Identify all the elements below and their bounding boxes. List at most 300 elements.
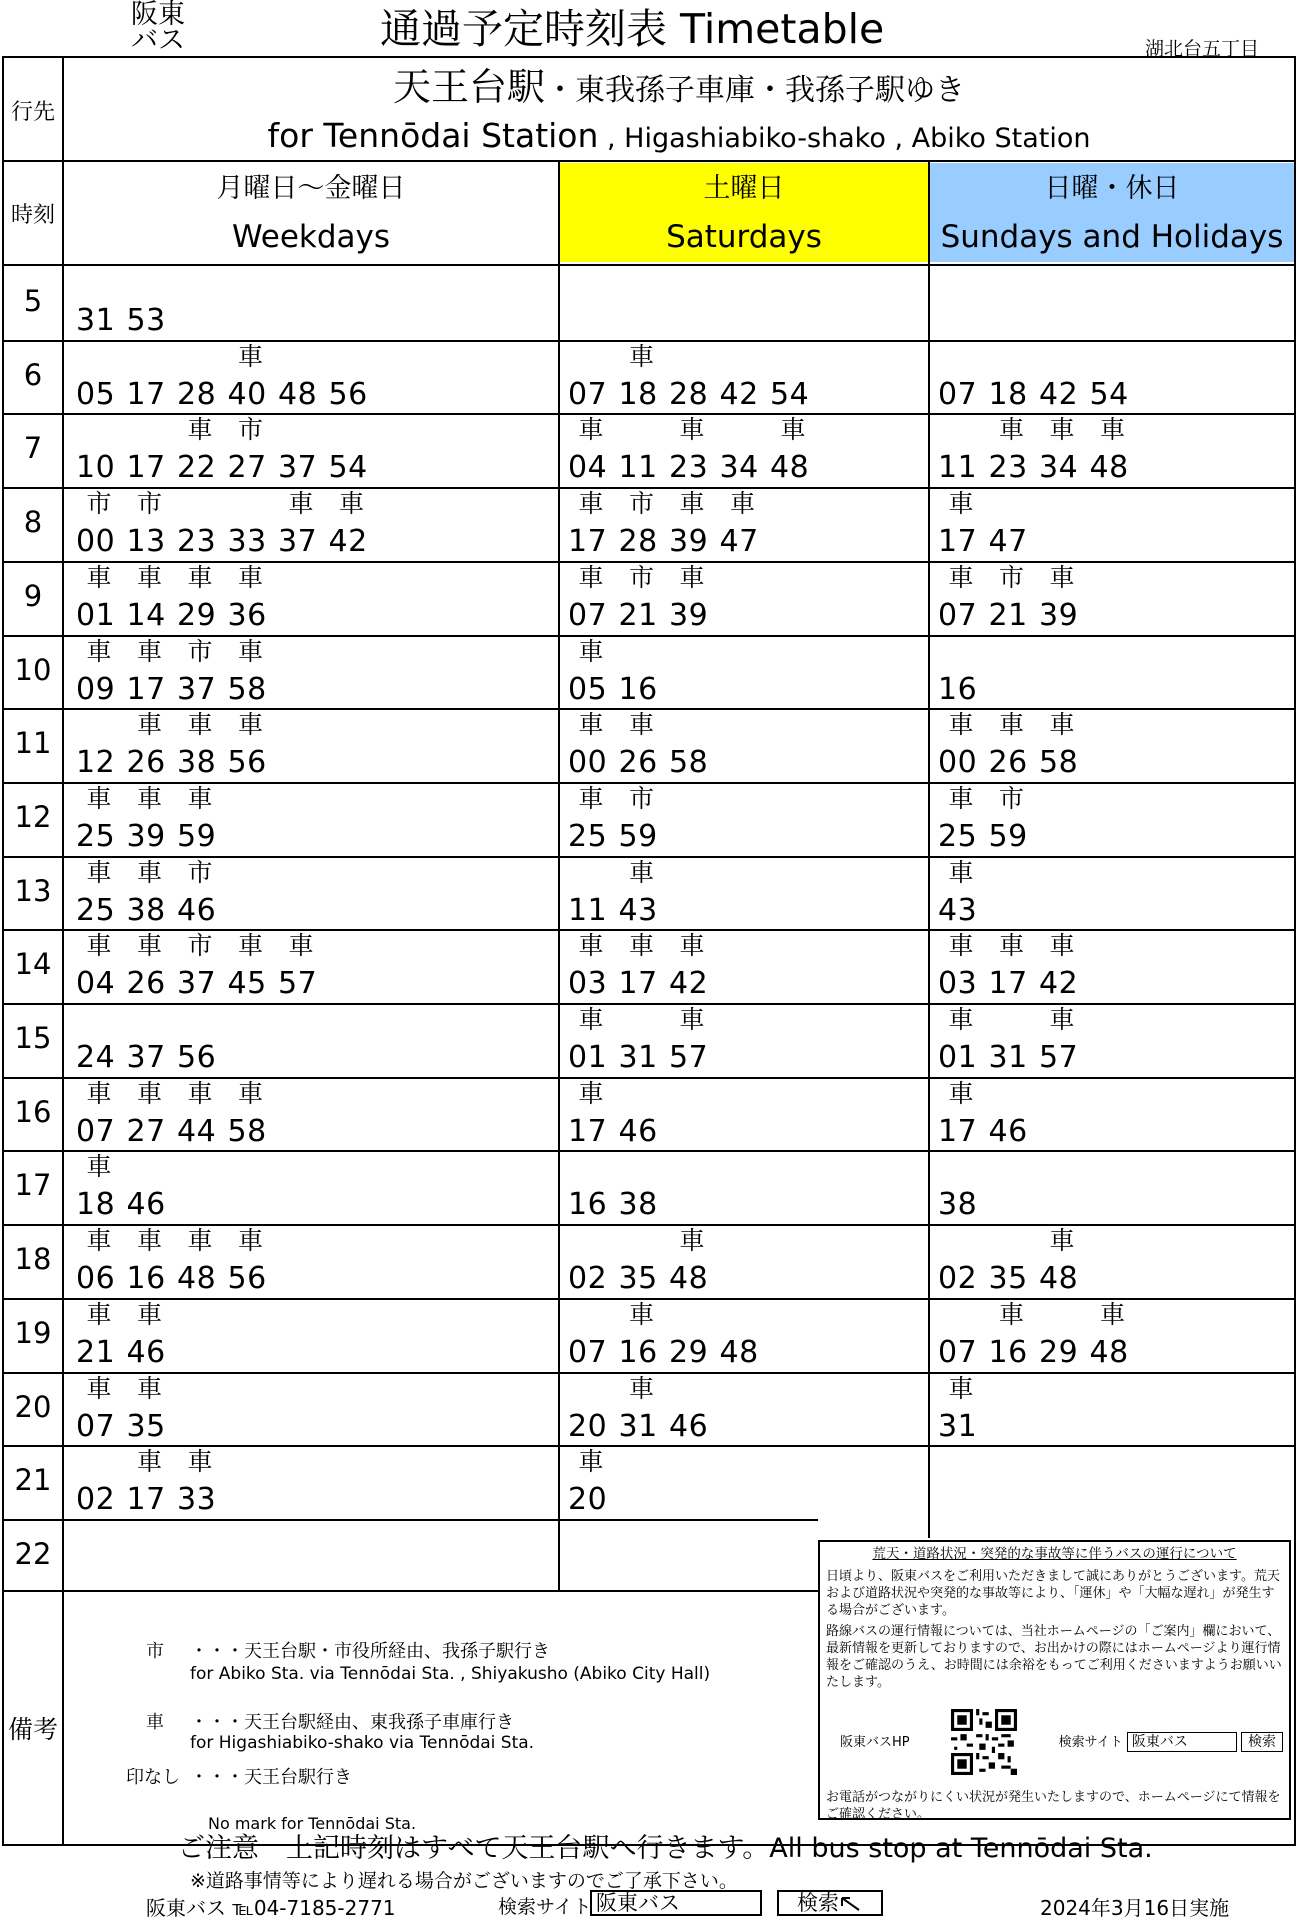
notice-paragraph-1: 日頃より、阪東バスをご利用いただきまして誠にありがとうございます。荒天および道路状況や突発的な事故等により、「運休」や「大幅な遅れ」が発生する場合がございます。 [826, 1569, 1280, 1618]
holidays-cell [930, 1003, 1294, 1075]
departure-minute: 39 [126, 818, 166, 854]
route-mark: 市 [187, 931, 213, 961]
departure-minute: 14 [126, 597, 166, 633]
departure-minute: 03 [568, 966, 608, 1002]
hour-cell: 13 [14, 873, 52, 908]
route-mark: 車 [679, 489, 705, 519]
route-mark: 市 [628, 562, 654, 592]
route-mark: 車 [237, 1226, 263, 1256]
legend-sha-mark: 車 [146, 1712, 164, 1733]
route-mark: 車 [86, 1152, 112, 1182]
footer-delay-note: ※道路事情等により遅れる場合がございますのでご了承下さい。 [190, 1870, 738, 1892]
company-logo [122, 2, 194, 54]
departure-minute: 02 [568, 1261, 608, 1297]
saturdays-cell [560, 340, 928, 412]
departure-minute: 00 [938, 745, 978, 781]
departure-minute: 38 [618, 1187, 658, 1223]
departure-minute: 21 [988, 597, 1028, 633]
departure-minute: 17 [126, 671, 166, 707]
destination-jp-main: 天王台駅 [392, 65, 545, 109]
route-mark: 車 [237, 931, 263, 961]
route-mark: 車 [136, 1447, 162, 1477]
weekdays-cell [64, 1224, 558, 1296]
departure-minute: 39 [669, 524, 709, 560]
departure-minute: 38 [938, 1187, 978, 1223]
route-mark: 車 [136, 1299, 162, 1329]
column-header-weekdays-en: Weekdays [231, 219, 391, 255]
departure-minute: 24 [76, 1040, 116, 1075]
saturdays-cell [560, 487, 928, 559]
departure-minute: 39 [1039, 597, 1079, 633]
holidays-cell [930, 635, 1294, 707]
hour-cell: 18 [14, 1242, 52, 1277]
departure-minute: 48 [278, 376, 318, 412]
route-mark: 車 [679, 415, 705, 445]
departure-minute: 43 [938, 892, 978, 928]
weekdays-cell [64, 1150, 558, 1222]
departure-minute: 57 [669, 1040, 709, 1075]
legend-shi-en: for Abiko Sta. via Tennōdai Sta. , Shiyakusho (Abiko City Hall) [190, 1664, 711, 1684]
departure-minute: 20 [568, 1408, 608, 1444]
hour-cell: 14 [14, 947, 52, 982]
route-mark: 車 [86, 1226, 112, 1256]
route-mark: 車 [578, 489, 604, 519]
route-mark: 市 [187, 857, 213, 887]
destination-jp-rest: ・東我孫子車庫・我孫子駅ゆき [545, 73, 965, 108]
departure-minute: 25 [76, 892, 116, 928]
holidays-cell [930, 856, 1294, 928]
weekdays-cell [64, 561, 558, 633]
route-mark: 車 [187, 415, 213, 445]
departure-minute: 04 [568, 450, 608, 486]
holidays-cell [930, 929, 1294, 1001]
departure-minute: 37 [278, 450, 318, 486]
departure-minute: 46 [988, 1113, 1028, 1149]
hour-cell: 16 [14, 1094, 52, 1129]
weekdays-cell [64, 1298, 558, 1370]
departure-minute: 20 [568, 1482, 608, 1518]
departure-minute: 27 [227, 450, 267, 486]
departure-minute: 35 [618, 1261, 658, 1297]
weekdays-cell [64, 782, 558, 854]
saturdays-cell [560, 856, 928, 928]
holidays-cell [930, 1224, 1294, 1296]
departure-minute: 07 [938, 376, 978, 412]
service-notice-box [818, 1540, 1291, 1820]
departure-minute: 46 [177, 892, 217, 928]
departure-minute: 17 [126, 376, 166, 412]
departure-minute: 58 [1039, 745, 1079, 781]
legend-sha-en: for Higashiabiko-shako via Tennōdai Sta. [190, 1733, 535, 1753]
route-mark: 車 [578, 1005, 604, 1034]
hour-cell: 19 [14, 1315, 52, 1350]
departure-minute: 07 [938, 1334, 978, 1370]
departure-minute: 29 [1039, 1334, 1079, 1370]
departure-minute: 43 [618, 892, 658, 928]
weekdays-cell [64, 487, 558, 559]
departure-minute: 18 [618, 376, 658, 412]
route-mark: 車 [1049, 415, 1075, 445]
route-mark: 車 [136, 857, 162, 887]
departure-minute: 34 [1039, 450, 1079, 486]
departure-minute: 48 [669, 1261, 709, 1297]
route-mark: 市 [628, 783, 654, 813]
departure-minute: 44 [177, 1113, 217, 1149]
route-mark: 車 [628, 1299, 654, 1329]
departure-minute: 31 [618, 1408, 658, 1444]
departure-minute: 46 [126, 1187, 166, 1223]
column-header-weekdays-jp: 月曜日～金曜日 [216, 173, 406, 204]
hour-cell: 7 [23, 431, 43, 466]
departure-minute: 33 [177, 1482, 217, 1518]
departure-minute: 26 [988, 745, 1028, 781]
departure-minute: 56 [227, 1261, 267, 1297]
logo-line-1: 阪東 [131, 0, 185, 30]
route-mark: 車 [237, 636, 263, 666]
route-mark: 車 [998, 931, 1024, 961]
footer-search-button[interactable] [777, 1890, 883, 1916]
page-title: 通過予定時刻表 Timetable [380, 5, 885, 53]
hour-cell: 9 [23, 578, 43, 613]
departure-minute: 58 [227, 671, 267, 707]
column-header-holidays-en: Sundays and Holidays [940, 219, 1284, 255]
route-mark: 車 [136, 783, 162, 813]
departure-minute: 17 [568, 524, 608, 560]
departure-minute: 34 [719, 450, 759, 486]
departure-minute: 31 [938, 1408, 978, 1444]
departure-minute: 23 [177, 524, 217, 560]
holidays-cell [930, 266, 1294, 338]
departure-minute: 07 [76, 1113, 116, 1149]
hour-cell: 17 [14, 1168, 52, 1203]
holidays-cell [930, 413, 1294, 485]
departure-minute: 29 [669, 1334, 709, 1370]
departure-minute: 47 [988, 524, 1028, 560]
route-mark: 車 [187, 783, 213, 813]
destination-en-rest: , Higashiabiko-shako , Abiko Station [598, 123, 1091, 154]
route-mark: 車 [1049, 1005, 1075, 1034]
holidays-cell [930, 1150, 1294, 1222]
departure-minute: 09 [76, 671, 116, 707]
saturdays-cell [560, 1372, 928, 1444]
weekdays-cell [64, 1003, 558, 1075]
departure-minute: 02 [76, 1482, 116, 1518]
route-mark: 車 [948, 1005, 974, 1034]
holidays-cell [930, 340, 1294, 412]
route-mark: 車 [578, 783, 604, 813]
departure-minute: 35 [988, 1261, 1028, 1297]
route-mark: 車 [86, 1373, 112, 1403]
departure-minute: 46 [126, 1334, 166, 1370]
route-mark: 市 [998, 562, 1024, 592]
saturdays-cell [560, 1298, 928, 1370]
departure-minute: 57 [278, 966, 318, 1002]
weekdays-cell [64, 413, 558, 485]
departure-minute: 07 [938, 597, 978, 633]
route-mark: 車 [1099, 1299, 1125, 1329]
departure-minute: 26 [126, 745, 166, 781]
column-header-holidays [930, 163, 1294, 262]
route-mark: 車 [578, 1447, 604, 1477]
departure-minute: 46 [669, 1408, 709, 1444]
departure-minute: 59 [988, 818, 1028, 854]
hour-cell: 10 [14, 652, 52, 687]
weekdays-cell [64, 1372, 558, 1444]
departure-minute: 18 [988, 376, 1028, 412]
destination-en-main: for Tennōdai Station [267, 116, 599, 155]
departure-minute: 48 [1089, 450, 1129, 486]
route-mark: 車 [628, 931, 654, 961]
departure-minute: 03 [938, 966, 978, 1002]
saturdays-cell [560, 1077, 928, 1149]
departure-minute: 42 [1039, 376, 1079, 412]
route-mark: 車 [86, 636, 112, 666]
saturdays-cell [560, 1150, 928, 1222]
departure-minute: 25 [76, 818, 116, 854]
legend-shi-jp: ・・・天王台駅・市役所経由、我孫子駅行き [190, 1641, 550, 1662]
saturdays-cell [560, 561, 928, 633]
departure-minute: 42 [1039, 966, 1079, 1002]
departure-minute: 57 [1039, 1040, 1079, 1075]
departure-minute: 18 [76, 1187, 116, 1223]
route-mark: 市 [187, 636, 213, 666]
departure-minute: 01 [568, 1040, 608, 1075]
departure-minute: 58 [227, 1113, 267, 1149]
departure-minute: 56 [227, 745, 267, 781]
hour-cell: 22 [14, 1536, 52, 1571]
saturdays-cell [560, 1003, 928, 1075]
weekdays-cell [64, 708, 558, 780]
departure-minute: 23 [988, 450, 1028, 486]
route-mark: 車 [628, 341, 654, 371]
notice-search-button[interactable]: 検索 [1241, 1732, 1283, 1752]
hp-label: 阪東バスHP [840, 1734, 910, 1750]
route-mark: 車 [578, 931, 604, 961]
route-mark: 車 [1099, 415, 1125, 445]
notice-links-row [826, 1709, 1283, 1775]
route-mark: 車 [86, 857, 112, 887]
column-header-saturdays-jp: 土曜日 [703, 173, 785, 204]
legend-shi-mark: 市 [146, 1641, 164, 1662]
departure-minute: 31 [618, 1040, 658, 1075]
hour-cell: 5 [23, 284, 43, 318]
departure-minute: 17 [126, 450, 166, 486]
departure-minute: 16 [618, 1334, 658, 1370]
departure-minute: 56 [177, 1040, 217, 1075]
saturdays-cell [560, 266, 928, 338]
destination-en [66, 114, 1292, 161]
route-mark: 車 [86, 1078, 112, 1108]
notes-label: 備考 [7, 1715, 58, 1744]
departure-minute: 17 [938, 1113, 978, 1149]
route-mark: 車 [998, 415, 1024, 445]
departure-minute: 27 [126, 1113, 166, 1149]
route-mark: 車 [948, 783, 974, 813]
departure-minute: 00 [76, 524, 116, 560]
departure-minute: 45 [227, 966, 267, 1002]
departure-minute: 12 [76, 745, 116, 781]
route-mark: 車 [679, 931, 705, 961]
logo-line-2: バス [131, 25, 185, 56]
departure-minute: 04 [76, 966, 116, 1002]
departure-minute: 05 [568, 671, 608, 707]
route-mark: 車 [136, 636, 162, 666]
holidays-cell [930, 782, 1294, 854]
departure-minute: 07 [568, 376, 608, 412]
route-mark: 車 [86, 562, 112, 592]
departure-minute: 38 [177, 745, 217, 781]
departure-minute: 37 [177, 966, 217, 1002]
route-mark: 車 [578, 415, 604, 445]
departure-minute: 42 [669, 966, 709, 1002]
departure-minute: 21 [76, 1334, 116, 1370]
weekdays-cell [64, 266, 558, 338]
departure-minute: 26 [126, 966, 166, 1002]
saturdays-cell [560, 782, 928, 854]
destination-jp [66, 63, 1292, 115]
departure-minute: 28 [618, 524, 658, 560]
holidays-cell [930, 561, 1294, 633]
route-mark: 車 [948, 931, 974, 961]
departure-minute: 23 [669, 450, 709, 486]
departure-minute: 01 [938, 1040, 978, 1075]
departure-minute: 59 [618, 818, 658, 854]
weekdays-cell [64, 1445, 558, 1517]
legend-none-mark: 印なし [126, 1767, 180, 1788]
notice-title: 荒天・道路状況・突発的な事故等に伴うバスの運行について [872, 1546, 1237, 1562]
route-mark: 車 [86, 783, 112, 813]
weekdays-cell [64, 1519, 558, 1591]
departure-minute: 17 [126, 1482, 166, 1518]
weekdays-cell [64, 635, 558, 707]
route-mark: 車 [948, 1373, 974, 1403]
route-mark: 車 [187, 710, 213, 740]
route-mark: 車 [948, 1078, 974, 1108]
saturdays-cell [560, 1224, 928, 1296]
departure-minute: 16 [988, 1334, 1028, 1370]
departure-minute: 22 [177, 450, 217, 486]
departure-minute: 17 [618, 966, 658, 1002]
route-mark: 車 [86, 931, 112, 961]
route-mark: 車 [136, 931, 162, 961]
departure-minute: 54 [770, 376, 810, 412]
departure-minute: 26 [618, 745, 658, 781]
holidays-cell [930, 1445, 1294, 1517]
weekdays-cell [64, 929, 558, 1001]
hour-cell: 12 [14, 799, 52, 834]
hour-cell: 8 [23, 505, 43, 540]
column-header-saturdays-en: Saturdays [666, 219, 822, 255]
weekdays-cell [64, 856, 558, 928]
column-header-weekdays [64, 163, 558, 262]
route-mark: 車 [237, 341, 263, 371]
departure-minute: 38 [126, 892, 166, 928]
departure-minute: 07 [568, 1334, 608, 1370]
route-mark: 車 [288, 489, 314, 519]
route-mark: 車 [578, 562, 604, 592]
departure-minute: 56 [328, 376, 368, 412]
notice-search-label: 検索サイト [1058, 1735, 1123, 1750]
stop-name: 湖北台五丁目 [1145, 38, 1260, 60]
route-mark: 車 [237, 710, 263, 740]
weekdays-cell [64, 340, 558, 412]
route-mark: 車 [136, 1226, 162, 1256]
route-mark: 車 [136, 562, 162, 592]
notice-search-box[interactable]: 阪東バス [1127, 1732, 1237, 1752]
column-header-holidays-jp: 日曜・休日 [1044, 173, 1180, 204]
departure-minute: 29 [177, 597, 217, 633]
saturdays-cell [560, 708, 928, 780]
route-mark: 車 [679, 1005, 705, 1034]
route-mark: 車 [998, 1299, 1024, 1329]
holidays-cell [930, 487, 1294, 559]
departure-minute: 17 [568, 1113, 608, 1149]
departure-minute: 37 [278, 524, 318, 560]
departure-minute: 11 [618, 450, 658, 486]
departure-minute: 10 [76, 450, 116, 486]
departure-minute: 01 [76, 597, 116, 633]
holidays-cell [930, 1372, 1294, 1444]
departure-minute: 54 [328, 450, 368, 486]
hour-cell: 6 [23, 357, 43, 392]
weekdays-cell [64, 1077, 558, 1149]
departure-minute: 35 [126, 1408, 166, 1444]
route-mark: 車 [187, 1226, 213, 1256]
route-mark: 車 [578, 710, 604, 740]
departure-minute: 16 [618, 671, 658, 707]
departure-minute: 40 [227, 376, 267, 412]
departure-minute: 16 [938, 671, 978, 707]
departure-minute: 16 [568, 1187, 608, 1223]
departure-minute: 21 [618, 597, 658, 633]
cursor-arrow-icon [839, 1895, 863, 1913]
footer-caution: ご注意 上記時刻はすべて天王台駅へ行きます。All bus stop at Tennōdai Sta. [178, 1833, 1153, 1864]
departure-minute: 46 [618, 1113, 658, 1149]
departure-minute: 37 [177, 671, 217, 707]
departure-minute: 13 [126, 524, 166, 560]
departure-minute: 11 [938, 450, 978, 486]
route-mark: 市 [998, 783, 1024, 813]
departure-minute: 17 [938, 524, 978, 560]
notice-paragraph-3: お電話がつながりにくい状況が発生いたしますので、ホームページにて情報をご確認ください。 [826, 1790, 1281, 1822]
departure-minute: 17 [988, 966, 1028, 1002]
route-mark: 車 [1049, 931, 1075, 961]
hour-cell: 15 [14, 1021, 52, 1055]
route-mark: 車 [237, 562, 263, 592]
footer-search-box[interactable]: 阪東バス [590, 1890, 762, 1916]
route-mark: 車 [136, 710, 162, 740]
departure-minute: 59 [177, 818, 217, 854]
route-mark: 車 [948, 489, 974, 519]
legend-none-jp: ・・・天王台駅行き [190, 1767, 352, 1788]
route-mark: 車 [578, 1078, 604, 1108]
legend-none-en: No mark for Tennōdai Sta. [208, 1814, 417, 1833]
hour-label: 時刻 [10, 203, 55, 228]
route-mark: 車 [679, 1226, 705, 1256]
hour-cell: 11 [14, 726, 52, 761]
qr-code-icon[interactable] [951, 1709, 1017, 1775]
departure-minute: 48 [770, 450, 810, 486]
departure-minute: 53 [126, 303, 166, 338]
saturdays-cell [560, 929, 928, 1001]
route-mark: 車 [679, 562, 705, 592]
route-mark: 車 [948, 562, 974, 592]
departure-minute: 02 [938, 1261, 978, 1297]
route-mark: 車 [948, 710, 974, 740]
column-header-saturdays [560, 163, 928, 262]
notice-paragraph-2: 路線バスの運行情報については、当社ホームページの「ご案内」欄において、最新情報を更新しておりますので、お出かけの際にはホームページより運行情報をご確認のうえ、お時間には余裕をもってご利用くださいますようお願いいたします。 [826, 1624, 1282, 1690]
route-mark: 車 [237, 1078, 263, 1108]
